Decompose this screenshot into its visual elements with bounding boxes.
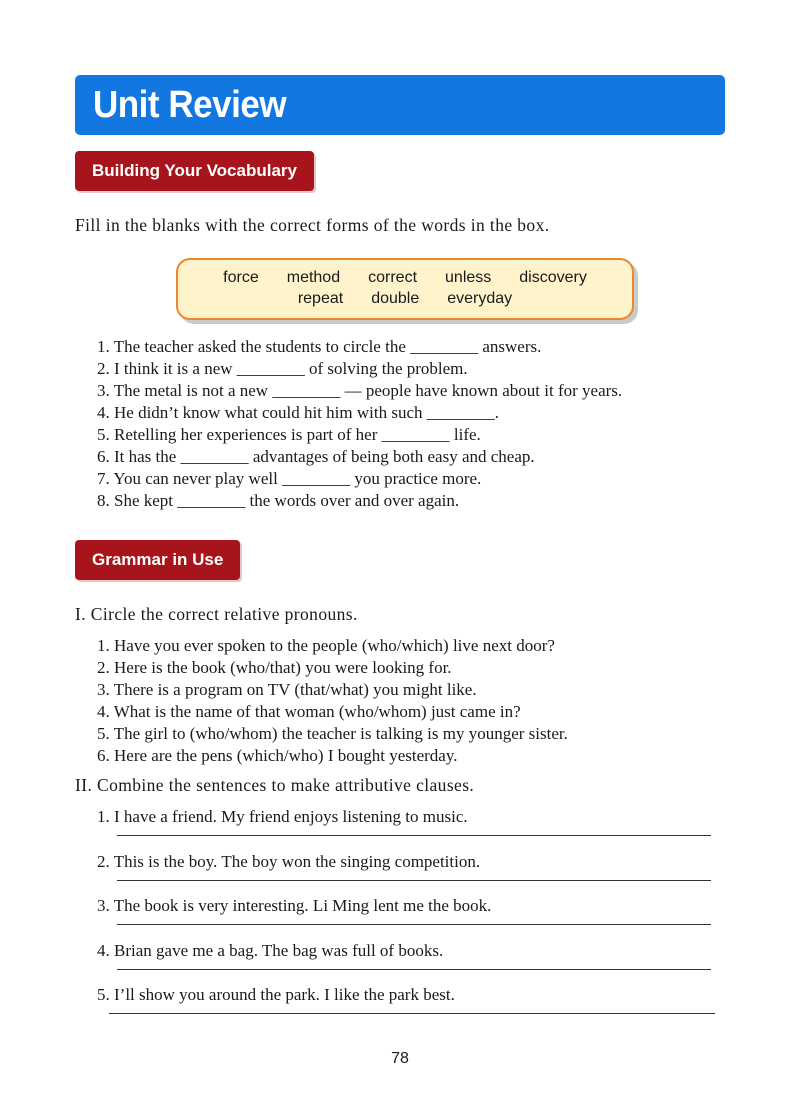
grammar-part1-instruction: I. Circle the correct relative pronouns. — [75, 604, 358, 624]
list-item — [97, 984, 491, 1029]
answer-line[interactable] — [117, 880, 711, 881]
word-box-word: everyday — [447, 290, 513, 307]
list-item-text: 1. I have a friend. My friend enjoys listening to music. — [97, 807, 468, 826]
word-box — [176, 258, 634, 320]
word-box-word: method — [286, 269, 341, 286]
list-item: 3. The metal is not a new ________ — people have known about it for years. — [97, 381, 623, 400]
list-item — [97, 806, 491, 851]
word-box-word: repeat — [297, 290, 344, 307]
list-item: 2. Here is the book (who/that) you were looking for. — [97, 658, 452, 677]
vocabulary-section-heading: Building Your Vocabulary — [75, 151, 314, 191]
list-item: 8. She kept ________ the words over and over again. — [97, 491, 460, 510]
list-item: 5. The girl to (who/whom) the teacher is talking is my younger sister. — [97, 724, 568, 743]
combine-sentences-list — [97, 806, 491, 1029]
list-item — [97, 940, 491, 985]
answer-line[interactable] — [117, 835, 711, 836]
list-item-text: 4. Brian gave me a bag. The bag was full of books. — [97, 940, 444, 960]
word-box-word: correct — [368, 269, 418, 286]
word-box-word: discovery — [519, 269, 587, 286]
unit-title: Unit Review — [93, 84, 287, 126]
list-item: 7. You can never play well ________ you practice more. — [97, 469, 482, 488]
list-item — [97, 895, 491, 940]
list-item: 4. He didn’t know what could hit him with such ________. — [97, 403, 499, 422]
vocabulary-exercise-list — [97, 336, 622, 512]
page-number: 78 — [391, 1050, 409, 1067]
list-item-text: 3. The book is very interesting. Li Ming lent me the book. — [97, 896, 492, 915]
vocabulary-instruction: Fill in the blanks with the correct forms of the words in the box. — [75, 215, 550, 235]
relative-pronoun-list — [97, 635, 568, 767]
grammar-part2-instruction: II. Combine the sentences to make attributive clauses. — [75, 775, 475, 795]
list-item-text: 5. I’ll show you around the park. I like the park best. — [97, 985, 455, 1004]
word-box-row-2 — [178, 290, 632, 308]
word-box-word: unless — [445, 269, 492, 286]
word-box-word: double — [371, 290, 420, 307]
list-item: 5. Retelling her experiences is part of her ________ life. — [97, 425, 481, 444]
list-item: 6. Here are the pens (which/who) I bought yesterday. — [97, 746, 458, 765]
answer-line[interactable] — [117, 969, 711, 970]
list-item: 3. There is a program on TV (that/what) you might like. — [97, 680, 477, 699]
list-item: 1. The teacher asked the students to circle the ________ answers. — [97, 337, 542, 356]
unit-title-banner — [75, 75, 725, 135]
word-box-word: force — [223, 269, 259, 286]
list-item: 2. I think it is a new ________ of solving the problem. — [97, 359, 468, 378]
list-item: 1. Have you ever spoken to the people (who/which) live next door? — [97, 636, 555, 655]
answer-line[interactable] — [117, 924, 711, 925]
list-item: 6. It has the ________ advantages of being both easy and cheap. — [97, 447, 535, 466]
grammar-section-heading: Grammar in Use — [75, 540, 240, 580]
answer-line[interactable] — [109, 1013, 715, 1014]
list-item — [97, 851, 491, 896]
list-item-text: 2. This is the boy. The boy won the singing competition. — [97, 851, 481, 871]
list-item: 4. What is the name of that woman (who/whom) just came in? — [97, 702, 521, 721]
word-box-row-1 — [178, 269, 632, 287]
